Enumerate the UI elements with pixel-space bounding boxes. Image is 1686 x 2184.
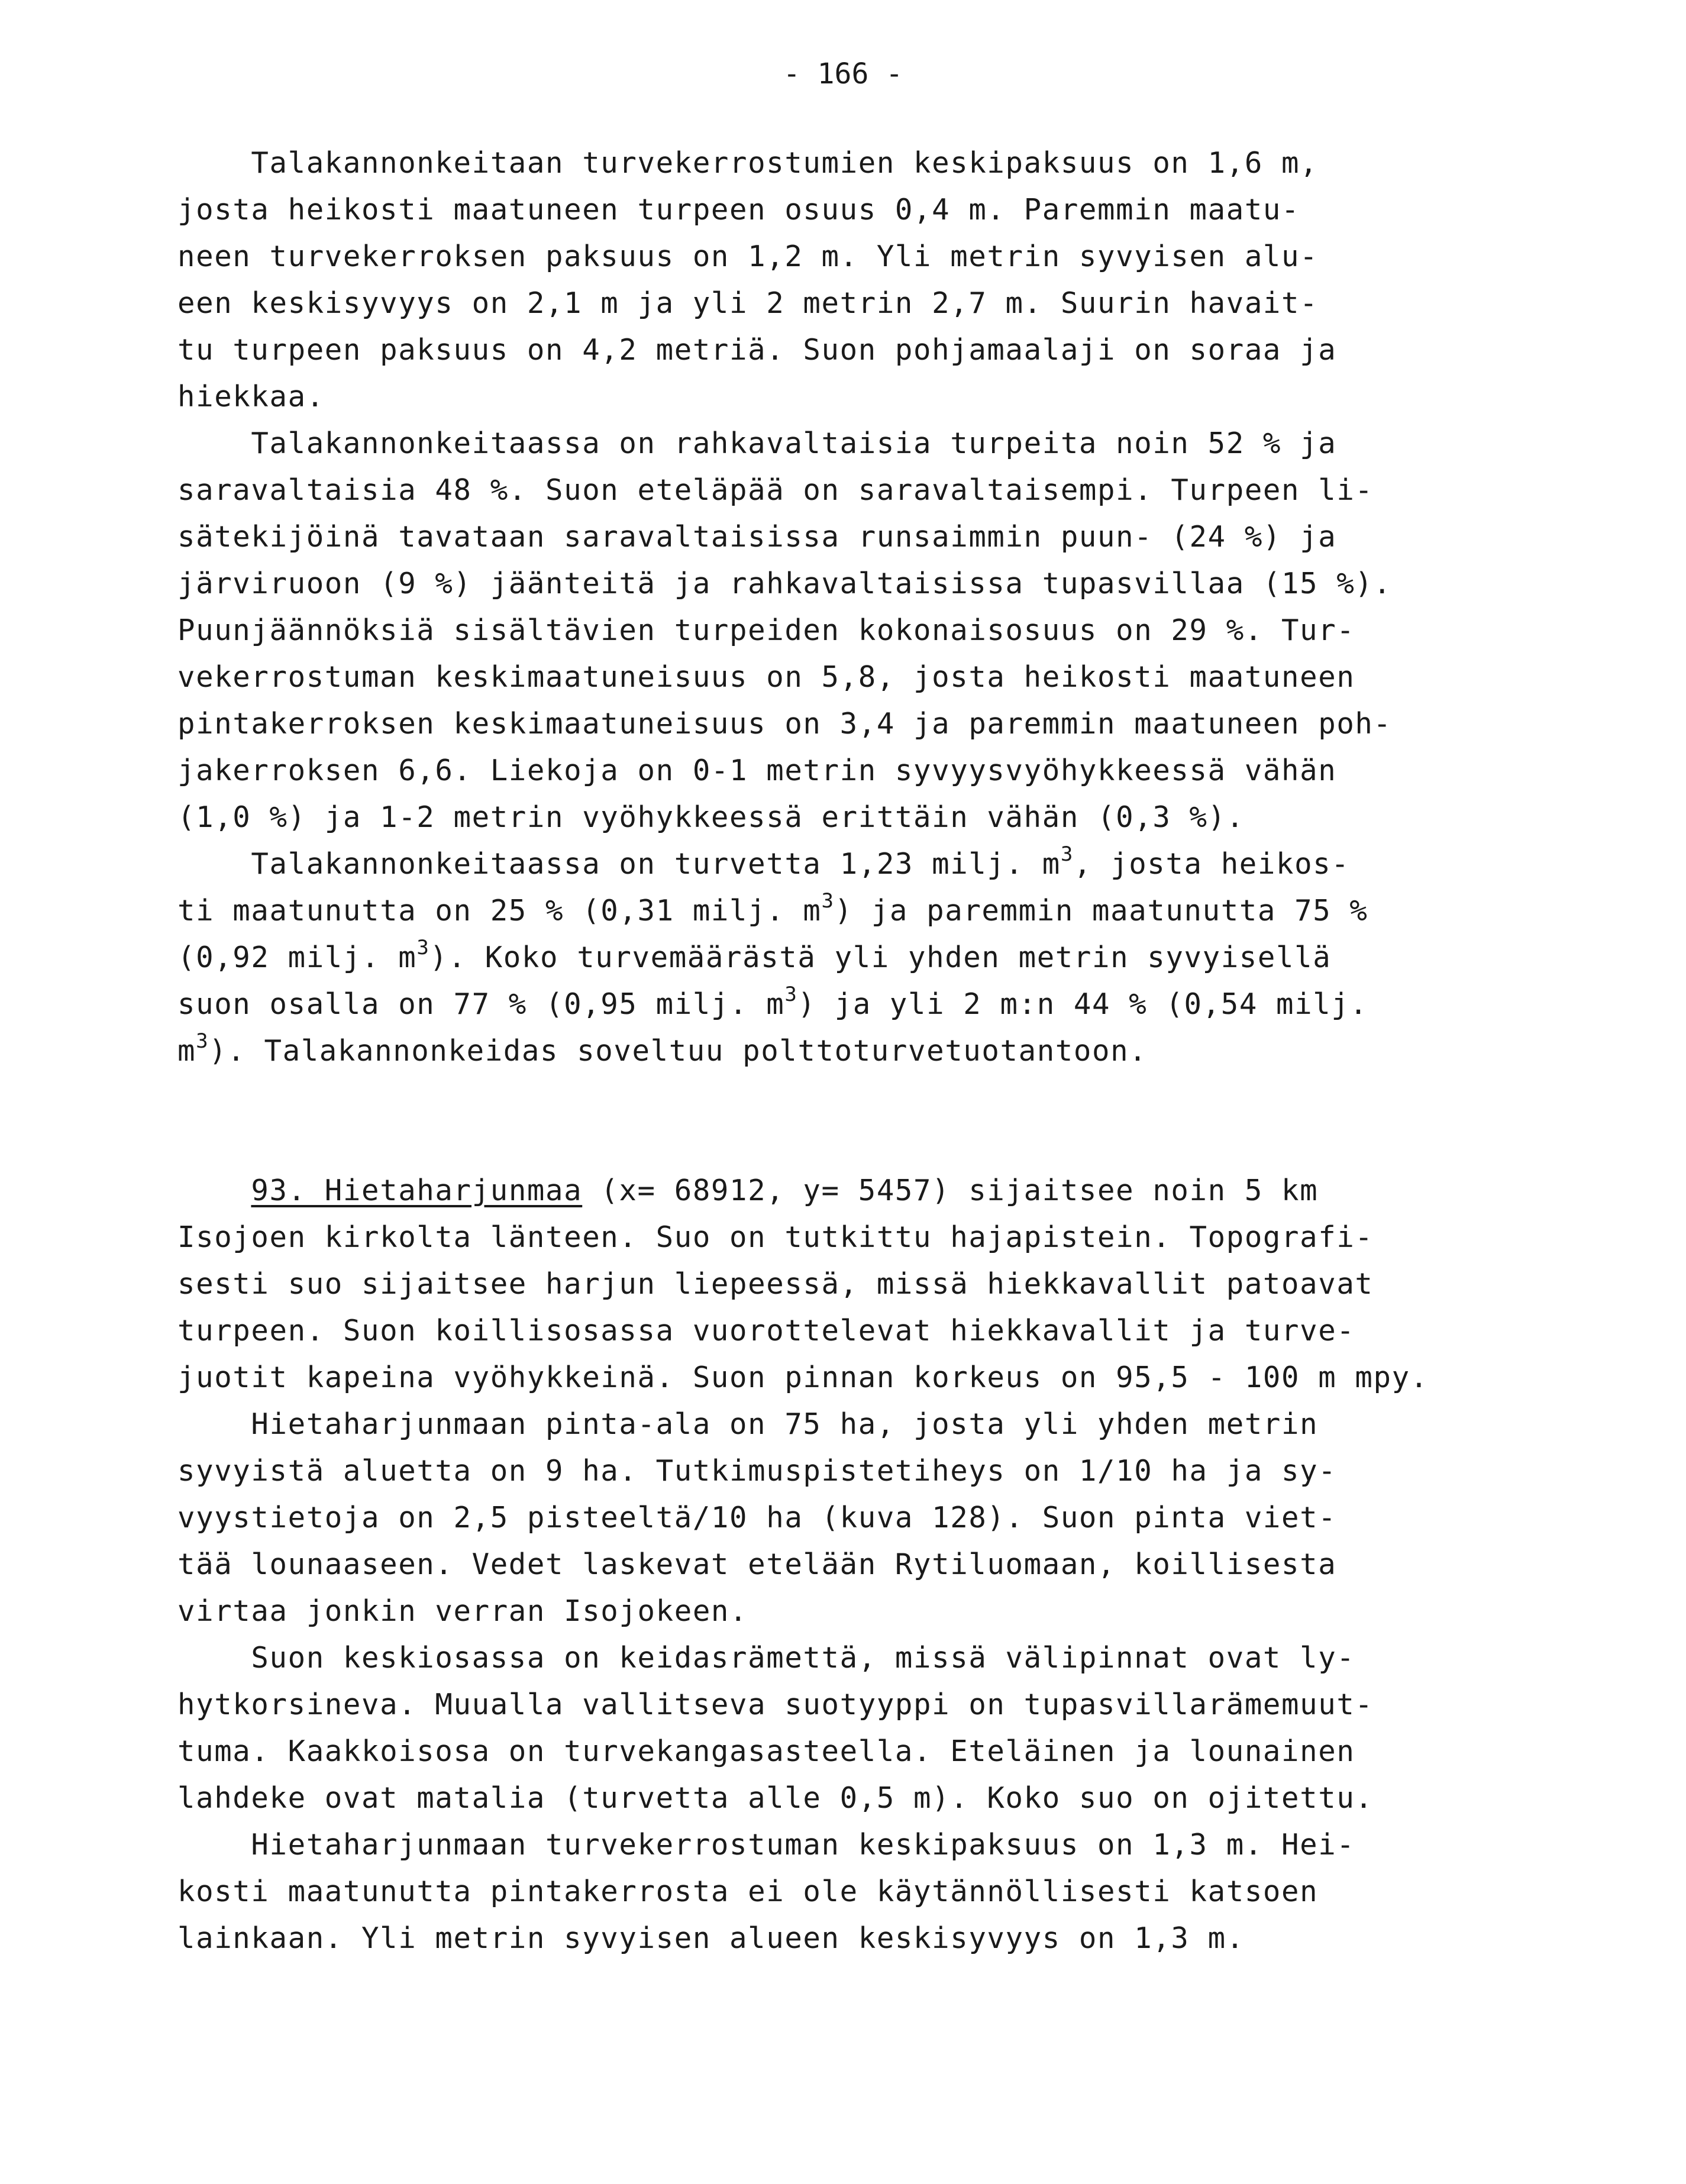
superscript: 3 — [1060, 842, 1074, 866]
text-line: järviruoon (9 %) jäänteitä ja rahkavaltaisissa tupasvillaa (15 %). — [177, 567, 1392, 600]
text-line: syvyistä aluetta on 9 ha. Tutkimuspistetiheys on 1/10 ha ja sy- — [177, 1454, 1337, 1488]
text-line: Talakannonkeitaassa on rahkavaltaisia turpeita noin 52 % ja — [177, 427, 1337, 460]
text-line: saravaltaisia 48 %. Suon eteläpää on saravaltaisempi. Turpeen li- — [177, 473, 1374, 507]
text-line: sätekijöinä tavataan saravaltaisissa runsaimmin puun- (24 %) ja — [177, 520, 1337, 554]
text-line: ti maatunutta on 25 % (0,31 milj. $m^3$) ja paremmin maatunutta 75 % — [177, 889, 1368, 928]
superscript: 3 — [821, 889, 835, 913]
text-line: tuma. Kaakkoisosa on turvekangasasteella. Eteläinen ja lounainen — [177, 1734, 1355, 1768]
text-line: Talakannonkeitaan turvekerrostumien keskipaksuus on 1,6 m, — [177, 146, 1319, 180]
text-line: virtaa jonkin verran Isojokeen. — [177, 1594, 748, 1628]
text-line: hiekkaa. — [177, 380, 325, 413]
text-line: (1,0 %) ja 1-2 metrin vyöhykkeessä erittäin vähän (0,3 %). — [177, 800, 1245, 834]
text-line: pintakerroksen keskimaatuneisuus on 3,4 ja paremmin maatuneen poh- — [177, 707, 1392, 741]
text-line: vyystietoja on 2,5 pisteeltä/10 ha (kuva 128). Suon pinta viet- — [177, 1501, 1337, 1534]
text-line: turpeen. Suon koillisosassa vuorottelevat hiekkavallit ja turve- — [177, 1314, 1355, 1348]
text-line: een keskisyvyys on 2,1 m ja yli 2 metrin 2,7 m. Suurin havait- — [177, 286, 1319, 320]
text-line: Suon keskiosassa on keidasrämettä, missä välipinnat ovat ly- — [177, 1641, 1355, 1675]
section-heading-line: 93. Hietaharjunmaa (x= 68912, y= 5457) sijaitsee noin 5 km — [251, 1174, 1319, 1207]
text-line: jakerroksen 6,6. Liekoja on 0-1 metrin syvyysvyöhykkeessä vähän — [177, 754, 1337, 787]
text-line: Isojoen kirkolta länteen. Suo on tutkittu hajapistein. Topografi- — [177, 1220, 1374, 1254]
text-line: kosti maatunutta pintakerrosta ei ole käytännöllisesti katsoen — [177, 1875, 1319, 1908]
superscript: 3 — [196, 1029, 209, 1053]
text-line: tää lounaaseen. Vedet laskevat etelään Rytiluomaan, koillisesta — [177, 1547, 1337, 1581]
text-line: lainkaan. Yli metrin syvyisen alueen keskisyvyys on 1,3 m. — [177, 1921, 1245, 1955]
text-line: lahdeke ovat matalia (turvetta alle 0,5 m). Koko suo on ojitettu. — [177, 1781, 1374, 1815]
section-heading: 93. Hietaharjunmaa — [251, 1174, 583, 1207]
superscript: 3 — [784, 983, 798, 1006]
text-line: hytkorsineva. Muualla vallitseva suotyyppi on tupasvillarämemuut- — [177, 1688, 1374, 1721]
text-line: $m^3$). Talakannonkeidas soveltuu polttoturvetuotantoon. — [177, 1029, 1148, 1068]
text-line: Hietaharjunmaan pinta-ala on 75 ha, josta yli yhden metrin — [177, 1407, 1319, 1441]
text-line: vekerrostuman keskimaatuneisuus on 5,8, josta heikosti maatuneen — [177, 660, 1355, 694]
text-line: (0,92 milj. $m^3$). Koko turvemäärästä yli yhden metrin syvyisellä — [177, 936, 1332, 974]
text-line: Hietaharjunmaan turvekerrostuman keskipaksuus on 1,3 m. Hei- — [177, 1828, 1355, 1862]
text-line: Puunjäännöksiä sisältävien turpeiden kokonaisosuus on 29 %. Tur- — [177, 613, 1355, 647]
text-line: tu turpeen paksuus on 4,2 metriä. Suon pohjamaalaji on soraa ja — [177, 333, 1337, 367]
text-line: sesti suo sijaitsee harjun liepeessä, missä hiekkavallit patoavat — [177, 1267, 1374, 1301]
text-line: josta heikosti maatuneen turpeen osuus 0,4 m. Paremmin maatu- — [177, 193, 1300, 227]
text-line: suon osalla on 77 % (0,95 milj. $m^3$) ja yli 2 m:n 44 % (0,54 milj. — [177, 983, 1368, 1021]
text-line: juotit kapeina vyöhykkeinä. Suon pinnan korkeus on 95,5 - 100 m mpy. — [177, 1361, 1429, 1394]
text-line: Talakannonkeitaassa on turvetta 1,23 milj. $m^3$, josta heikos- — [177, 842, 1350, 881]
text-line: neen turvekerroksen paksuus on 1,2 m. Yli metrin syvyisen alu- — [177, 240, 1319, 273]
superscript: 3 — [416, 936, 430, 959]
page-number: - 166 - — [783, 57, 903, 91]
